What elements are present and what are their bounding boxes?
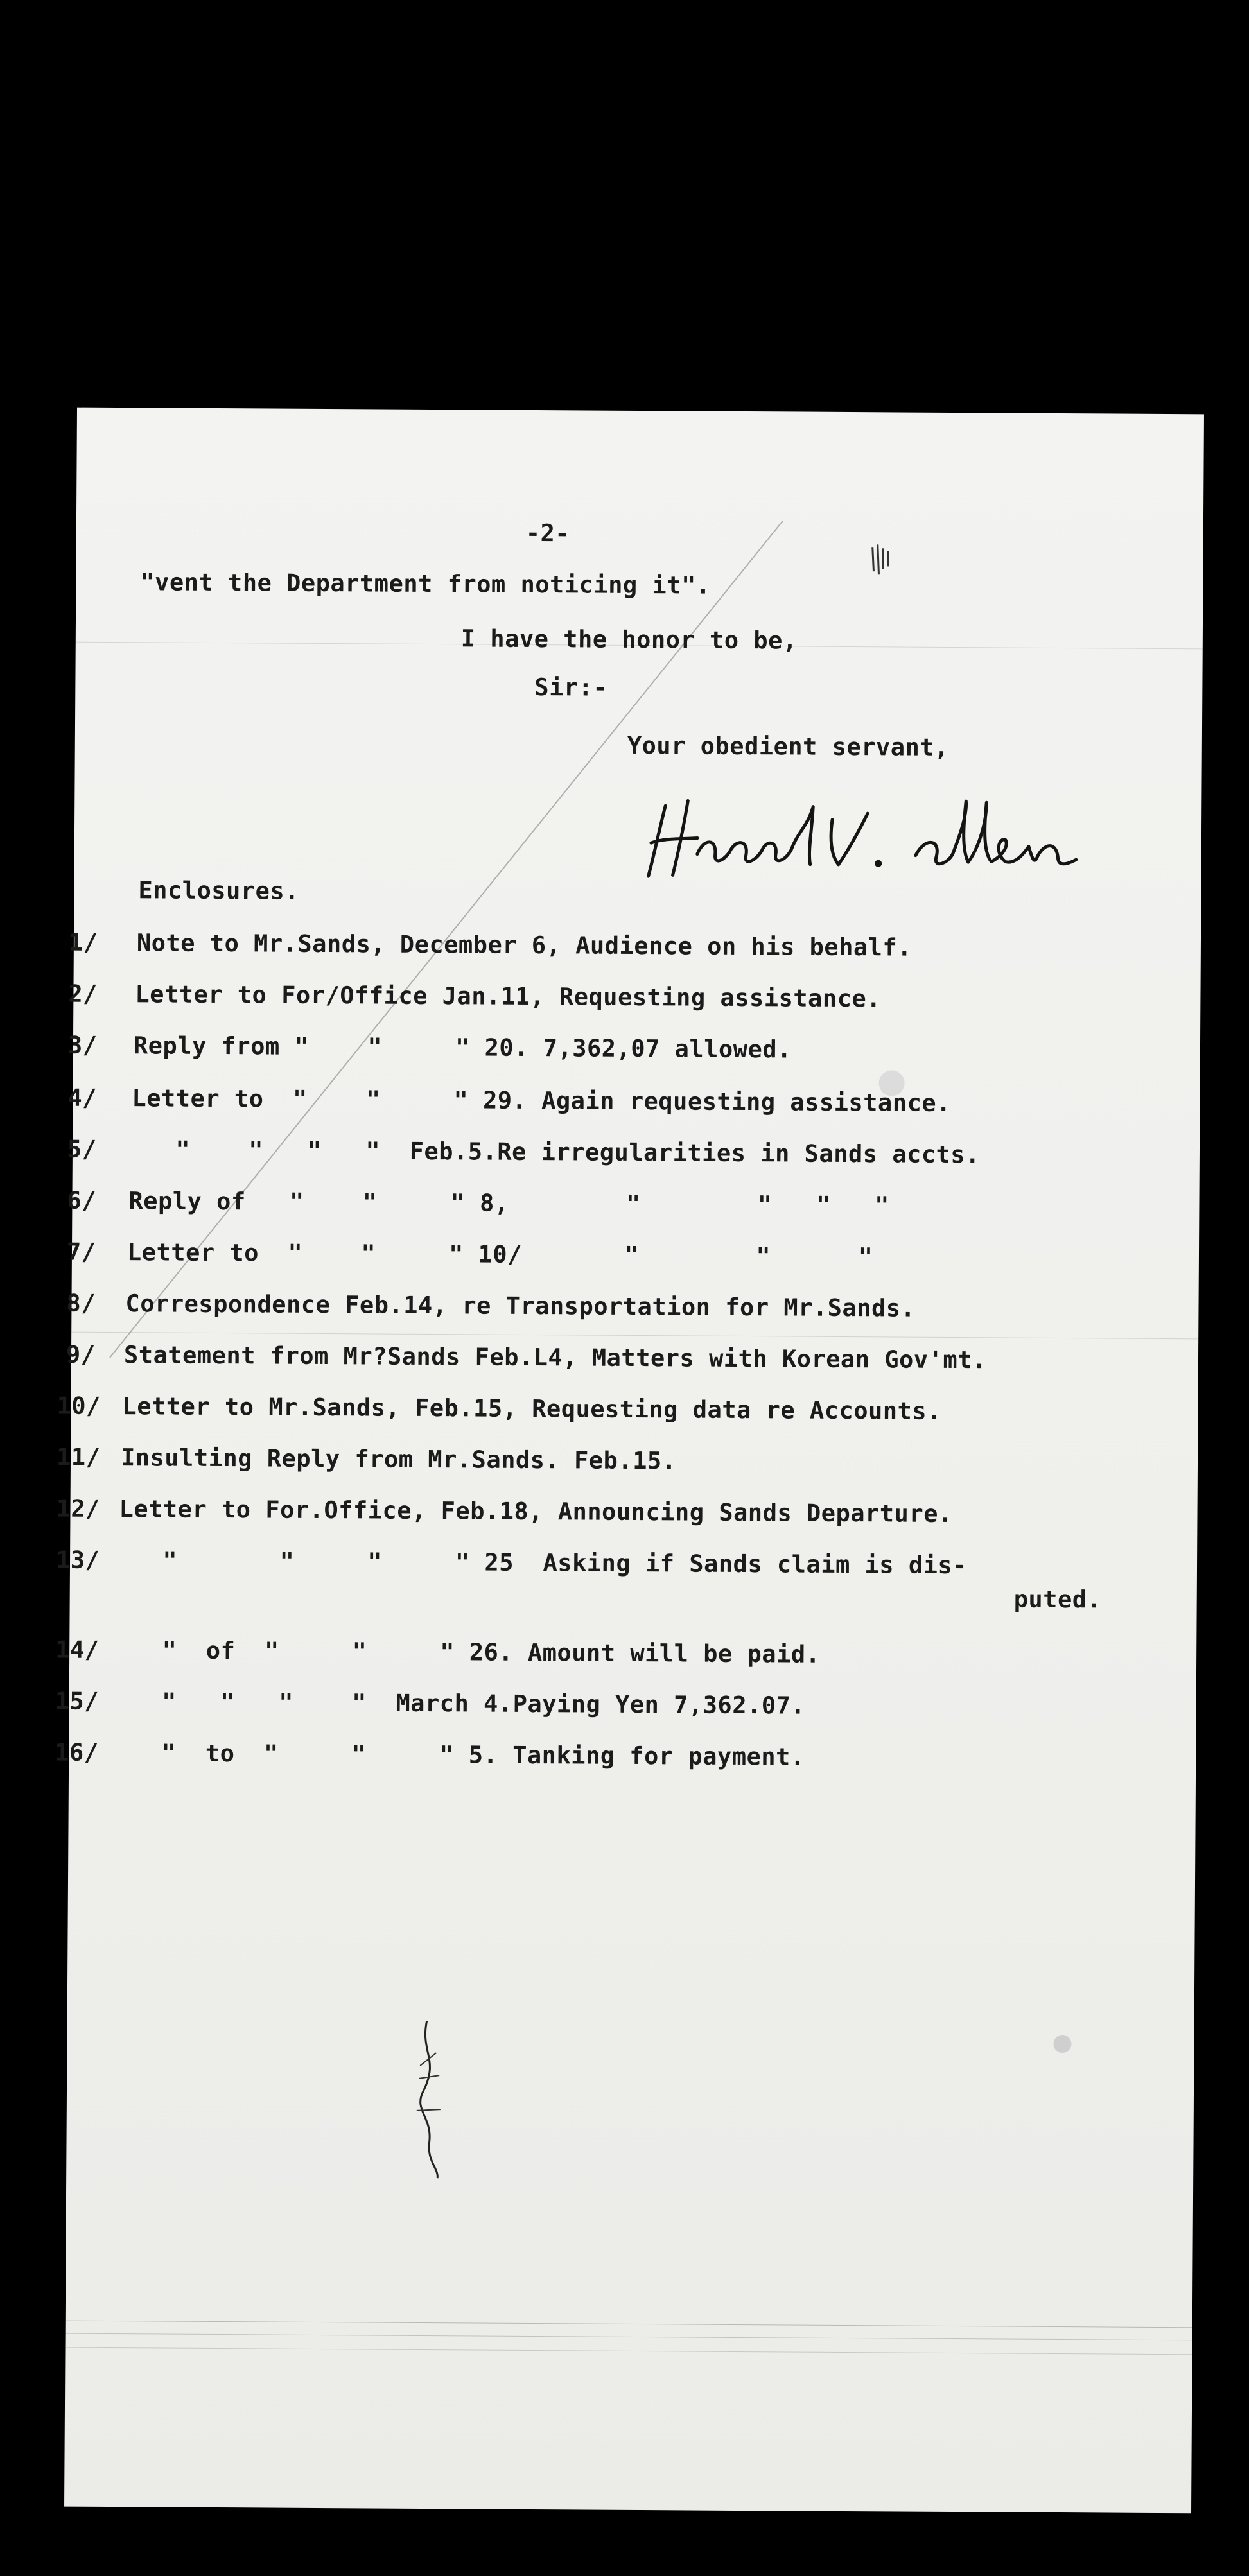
enclosure-item: Statement from Mr?Sands Feb.L4, Matters with Korean Gov'mt. [123,1341,987,1374]
enclosure-number: 10/ [57,1392,101,1420]
enclosure-number: 2/ [68,980,98,1008]
enclosure-item: Letter to For/Office Jan.11, Requesting assistance. [135,980,882,1013]
diagonal-mark [68,408,1204,1442]
enclosure-number: 5/ [67,1135,97,1163]
enclosure-item: Letter to " " " 10/ " " " [127,1238,873,1271]
enclosure-item: " to " " " 5. Tanking for payment. [118,1739,805,1771]
scan-line [66,2321,1192,2328]
closing-salutation: Sir:- [534,673,608,702]
enclosure-item: Reply of " " " 8, " " " " [128,1187,889,1220]
enclosure-item: " " " " March 4.Paying Yen 7,362.07. [118,1688,806,1720]
scan-line [66,2347,1192,2355]
blot-mark [1049,2031,1075,2057]
enclosures-heading: Enclosures. [138,876,300,905]
enclosure-number: 12/ [56,1494,100,1523]
enclosure-number: 3/ [67,1031,98,1059]
pen-scribble-mark [400,2014,459,2182]
enclosure-item: " of " " " 26. Amount will be paid. [118,1636,821,1668]
enclosure-item: Letter to Mr.Sands, Feb.15, Requesting data re Accounts. [122,1392,942,1425]
enclosure-number: 4/ [67,1084,98,1112]
enclosure-number: 11/ [56,1443,101,1471]
enclosure-item: " " " " Feb.5.Re irregularities in Sands accts. [131,1136,981,1169]
opening-line: "vent the Department from noticing it". [140,568,711,600]
enclosure-number: 8/ [66,1289,96,1317]
scan-line [66,2333,1192,2341]
page-number: -2- [525,519,570,548]
handwritten-signature [640,793,1090,885]
closing-honor: I have the honor to be, [460,625,798,655]
closing-servant: Your obedient servant, [627,731,950,761]
enclosure-item: " " " " 25 Asking if Sands claim is dis- [118,1546,968,1580]
enclosure-number: 13/ [55,1546,100,1574]
enclosure-item: Note to Mr.Sands, December 6, Audience on his behalf. [136,929,913,962]
enclosure-item: Letter to For.Office, Feb.18, Announcing Sands Departure. [119,1495,953,1528]
enclosure-number: 6/ [67,1186,97,1215]
enclosure-item: Insulting Reply from Mr.Sands. Feb.15. [120,1444,677,1475]
enclosure-item: Correspondence Feb.14, re Transportation for Mr.Sands. [125,1290,916,1322]
enclosure-number: 7/ [66,1238,96,1266]
enclosure-item: Letter to " " " 29. Again requesting assistance. [132,1084,952,1117]
enclosure-number: 16/ [55,1738,99,1767]
enclosure-number: 1/ [68,928,98,956]
enclosure-number: 9/ [66,1340,96,1369]
enclosure-item-continuation: puted. [1013,1585,1102,1614]
ink-speck-mark [866,540,904,579]
enclosure-item: Reply from " " " 20. 7,362,07 allowed. [133,1032,792,1064]
enclosure-number: 15/ [55,1687,100,1715]
enclosure-number: 14/ [55,1636,100,1664]
document-page [55,408,1204,2514]
